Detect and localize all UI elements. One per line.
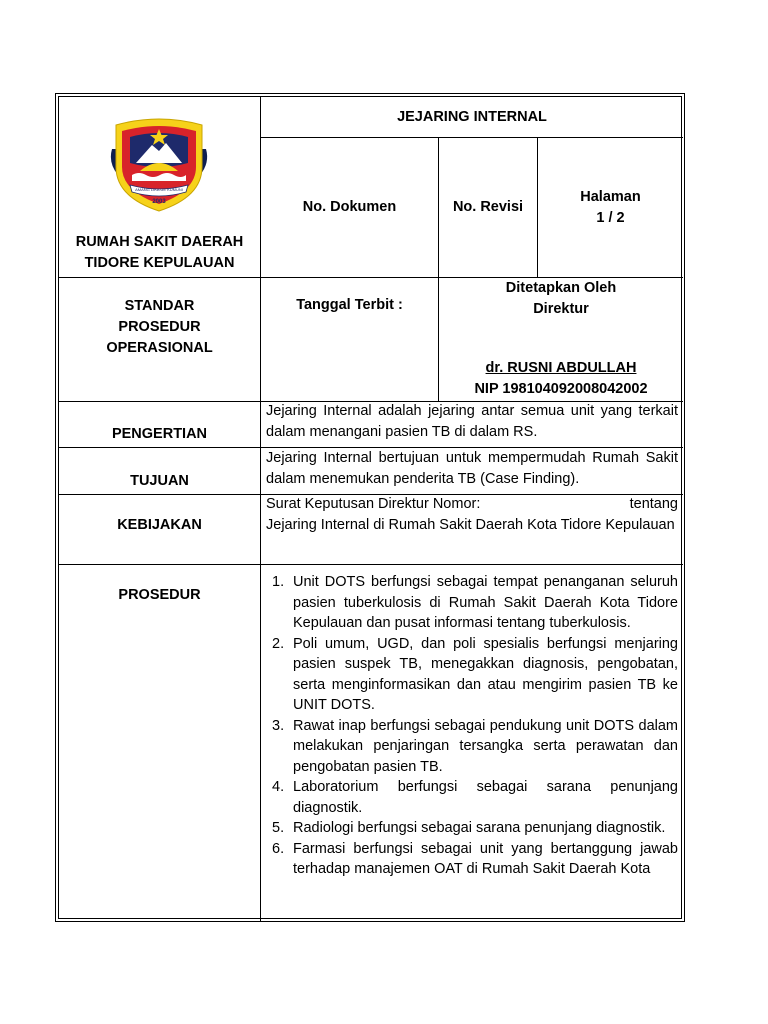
list-item xyxy=(265,634,678,716)
kebijakan-text-c: Jejaring Internal di Rumah Sakit Daerah Kota Tidore Kepulauan xyxy=(266,516,675,533)
sop-type-cell xyxy=(59,278,260,374)
pengertian-label: PENGERTIAN xyxy=(111,426,208,442)
list-item-number: 4. xyxy=(272,779,285,795)
tujuan-text: Jejaring Internal bertujuan untuk mempermudah Rumah Sakit dalam menemukan penderita TB (Case Finding). xyxy=(266,450,678,487)
no-dokumen-cell xyxy=(261,138,438,277)
sop-document xyxy=(55,93,685,922)
list-item xyxy=(265,818,678,839)
ditetapkan-line1: Ditetapkan Oleh xyxy=(505,280,617,296)
director-name: dr. RUSNI ABDULLAH xyxy=(485,360,637,376)
kebijakan-label: KEBIJAKAN xyxy=(117,516,202,533)
hospital-name xyxy=(59,231,260,275)
no-revisi-label: No. Revisi xyxy=(452,199,524,215)
ditetapkan-cell xyxy=(439,278,683,324)
sop-line1: STANDAR xyxy=(124,298,195,314)
list-item-text: Unit DOTS berfungsi sebagai tempat penanganan seluruh pasien tuberkulosis di Rumah Sakit Daerah Kota Tidore Kepulauan dan pusat informasi tentang tuberkulosis. xyxy=(293,574,678,631)
kebijakan-text xyxy=(266,494,678,535)
list-item-number: 3. xyxy=(272,717,285,734)
list-item xyxy=(265,716,678,778)
list-item xyxy=(265,839,678,880)
svg-text:AMANG LIKA UE KUMUNI: AMANG LIKA UE KUMUNI xyxy=(135,187,183,192)
no-revisi-cell xyxy=(439,138,537,277)
list-item-number: 1. xyxy=(272,574,285,590)
ditetapkan-line2: Direktur xyxy=(533,301,589,317)
hospital-logo xyxy=(106,115,212,213)
tujuan-label: TUJUAN xyxy=(130,473,189,489)
list-item-text: Radiologi berfungsi sebagai sarana penunjang diagnostik. xyxy=(293,820,666,836)
kebijakan-label-cell xyxy=(59,495,260,555)
list-item xyxy=(265,572,678,634)
list-item-text: Rawat inap berfungsi sebagai pendukung unit DOTS dalam melakukan penjaringan tersangka serta perawatan dan pengobatan pasien TB. xyxy=(293,717,678,775)
document-title-text: JEJARING INTERNAL xyxy=(397,108,547,125)
pengertian-text: Jejaring Internal adalah jejaring antar semua unit yang terkait dalam menangani pasien TB di dalam RS. xyxy=(266,403,678,440)
no-dokumen-label: No. Dokumen xyxy=(302,199,397,215)
list-item-number: 2. xyxy=(272,635,285,652)
pengertian-label-cell xyxy=(59,402,260,447)
prosedur-label: PROSEDUR xyxy=(118,586,201,603)
halaman-value: 1 / 2 xyxy=(596,209,625,226)
sop-table xyxy=(58,96,682,919)
halaman-cell xyxy=(538,138,683,277)
list-item-text: Poli umum, UGD, dan poli spesialis berfungsi menjaring pasien suspek TB, menegakkan diagnosis, pengobatan, serta menginformasikan dan atau mengirim pasien TB ke UNIT DOTS. xyxy=(293,635,678,713)
hospital-name-line2: TIDORE KEPULAUAN xyxy=(84,255,235,271)
kebijakan-text-b: tentang xyxy=(629,496,678,512)
list-item-number: 6. xyxy=(272,840,285,857)
hospital-name-line1: RUMAH SAKIT DAERAH xyxy=(75,234,244,250)
list-item-text: Laboratorium berfungsi sebagai sarana penunjang diagnostik. xyxy=(293,779,678,816)
director-nip: NIP 198104092008042002 xyxy=(474,381,648,397)
list-item-number: 5. xyxy=(272,820,285,836)
list-item-text: Farmasi berfungsi sebagai unit yang bertanggung jawab terhadap manajemen OAT di Rumah Sakit Daerah Kota xyxy=(293,840,678,877)
prosedur-items xyxy=(265,572,678,880)
kebijakan-first-line xyxy=(266,494,678,515)
tanggal-terbit-label: Tanggal Terbit : xyxy=(296,297,403,313)
list-item xyxy=(265,777,678,818)
sop-line2: PROSEDUR xyxy=(118,319,201,335)
director-signature-block xyxy=(439,357,683,401)
row-divider-kebijakan xyxy=(59,564,683,565)
halaman-label: Halaman xyxy=(580,188,641,205)
document-title xyxy=(261,97,683,137)
svg-text:2003: 2003 xyxy=(152,199,166,205)
prosedur-list xyxy=(265,572,678,880)
kebijakan-text-a: Surat Keputusan Direktur Nomor: xyxy=(266,496,481,512)
tujuan-label-cell xyxy=(59,448,260,494)
tanggal-terbit-cell xyxy=(261,278,438,334)
prosedur-label-cell xyxy=(59,583,260,607)
sop-line3: OPERASIONAL xyxy=(106,340,213,356)
